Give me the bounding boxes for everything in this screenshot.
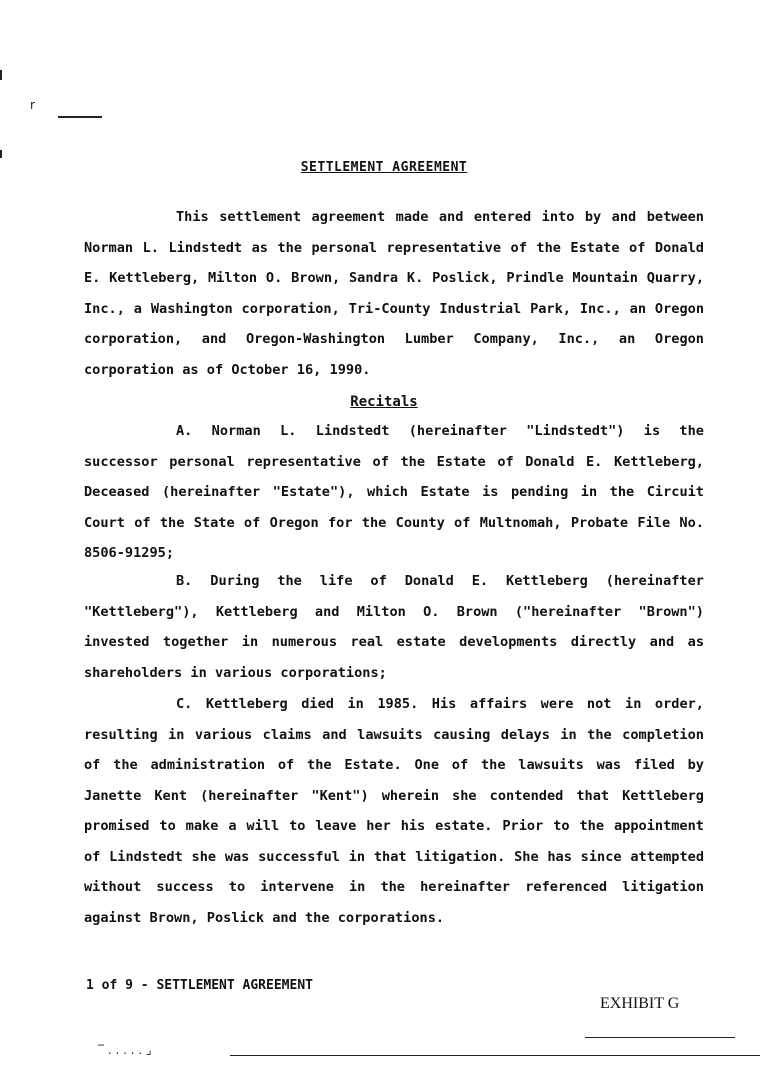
recital-a-paragraph: A. Norman L. Lindstedt (hereinafter "Lindstedt") is the successor personal representative of the Estate of Donald E. Kettleberg, Deceased (hereinafter "Estate"), which Estate is pending in the Circuit Court of the State of Oregon for the County of Multnomah, Probate File No. 8506-91295; (84, 423, 704, 561)
document-title: SETTLEMENT AGREEMENT (300, 160, 468, 175)
recitals-heading: Recitals (350, 394, 418, 410)
exhibit-label: EXHIBIT G (600, 995, 680, 1012)
scan-mark-line (58, 116, 102, 118)
scan-mark: ‾ . . . . . ⌟ (98, 1043, 152, 1057)
recital-b-paragraph: B. During the life of Donald E. Kettleberg (hereinafter "Kettleberg"), Kettleberg and Milton O. Brown ("hereinafter "Brown") invested together in numerous real estate developments directly and as shareholders in various corporations; (84, 573, 704, 681)
scan-mark: r (30, 98, 35, 112)
scan-line (230, 1055, 760, 1056)
intro-paragraph: This settlement agreement made and entered into by and between Norman L. Lindstedt as the personal representative of the Estate of Donald E. Kettleberg, Milton O. Brown, Sandra K. Poslick, Prindle Mountain Quarry, Inc., a Washington corporation, Tri-County Industrial Park, Inc., an Oregon corporation, and Oregon-Washington Lumber Company, Inc., an Oregon corporation as of October 16, 1990. (84, 209, 704, 378)
scan-line (585, 1037, 735, 1038)
scan-mark-edge (0, 150, 2, 158)
scan-mark-edge (0, 70, 2, 80)
recital-c-paragraph: C. Kettleberg died in 1985. His affairs were not in order, resulting in various claims and lawsuits causing delays in the completion of the administration of the Estate. One of the lawsuits was filed by Janette Kent (hereinafter "Kent") wherein she contended that Kettleberg promised to make a will to leave her his estate. Prior to the appointment of Lindstedt she was successful in that litigation. She has since attempted without success to intervene in the hereinafter referenced litigation against Brown, Poslick and the corporations. (84, 696, 704, 926)
page-footer: 1 of 9 - SETTLEMENT AGREEMENT (86, 978, 313, 993)
